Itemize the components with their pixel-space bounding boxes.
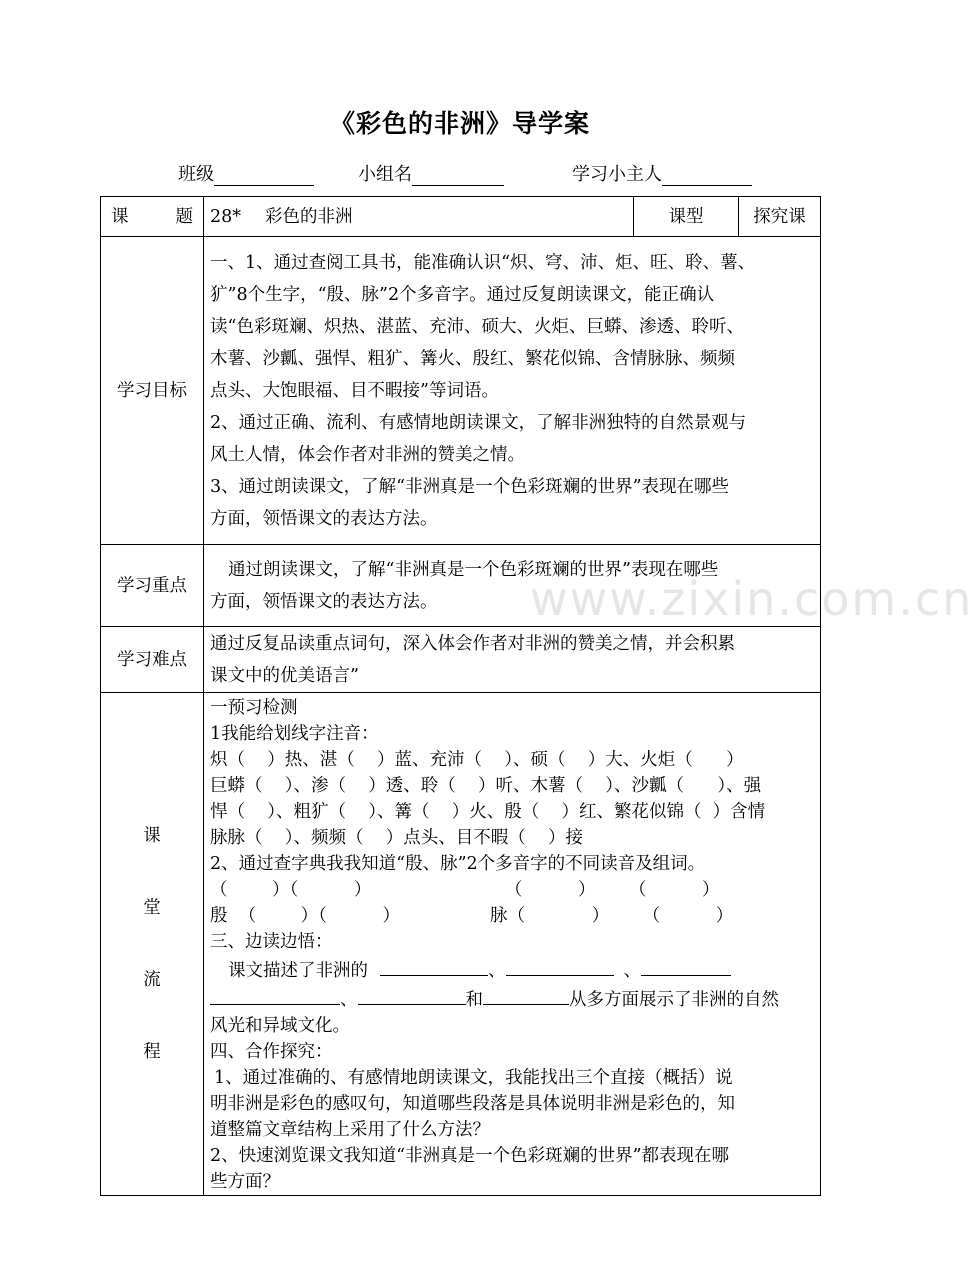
- class-blank[interactable]: [214, 167, 314, 186]
- section3-heading: 三、边读边悟：: [210, 932, 333, 952]
- section3-end: 风光和异域文化。: [210, 1016, 350, 1036]
- lesson-label-1: 课: [111, 206, 129, 227]
- fill-blank[interactable]: [641, 955, 731, 976]
- section4-heading: 四、合作探究：: [210, 1042, 333, 1062]
- lesson-row: [101, 197, 821, 237]
- objective-line: 犷”8个生字，“殷、脉”2个多音字。通过反复朗读课文，能正确认: [210, 284, 715, 305]
- difficulty-content: [204, 627, 821, 693]
- section3-line1: [210, 955, 814, 984]
- objective-line: 读“色彩斑斓、炽热、湛蓝、充沛、硕大、火炬、巨蟒、渗透、聆听、: [210, 316, 744, 337]
- polyphone-mai[interactable]: 脉（ ） （ ）: [490, 906, 734, 926]
- watermark: www.zixin.com.cn: [530, 572, 973, 626]
- focus-line: 方面，领悟课文的表达方法。: [210, 591, 438, 612]
- fill-blank[interactable]: [506, 955, 614, 976]
- polyphone-line[interactable]: （ ）（ ） （ ） （ ）: [210, 880, 720, 900]
- objectives-row: [101, 237, 821, 545]
- objective-line: 木薯、沙瓤、强悍、粗犷、篝火、殷红、繁花似锦、含情脉脉、频频: [210, 348, 735, 369]
- separator: 、: [488, 961, 506, 981]
- flow-row: [101, 693, 821, 1196]
- fill-blank[interactable]: [210, 984, 340, 1005]
- class-field: [178, 160, 314, 186]
- pinyin-line[interactable]: 脉脉（ ）、频频（ ）点头、目不暇（ ）接: [210, 828, 584, 848]
- section4-line: 些方面？: [210, 1172, 280, 1192]
- objective-line: 2、通过正确、流利、有感情地朗读课文，了解非洲独特的自然景观与: [210, 412, 747, 433]
- section4-line: 道整篇文章结构上采用了什么方法？: [210, 1120, 490, 1140]
- lesson-label-cell: [101, 197, 204, 237]
- polyphone-line-2[interactable]: [210, 903, 814, 929]
- pinyin-line[interactable]: 炽（ ）热、湛（ ）蓝、充沛（ ）、硕（ ）大、火炬（ ）: [210, 750, 744, 770]
- group-label: 小组名: [358, 164, 412, 185]
- lesson-name: 彩色的非洲: [265, 206, 353, 227]
- objective-line: 方面，领悟课文的表达方法。: [210, 508, 438, 529]
- fill-blank[interactable]: [380, 955, 488, 976]
- host-field: [572, 160, 752, 186]
- group-blank[interactable]: [412, 167, 504, 186]
- page-title: 《彩色的非洲》导学案: [329, 109, 590, 138]
- preview-heading: 一预习检测: [210, 698, 298, 718]
- lesson-number: 28*: [210, 206, 242, 227]
- and-text: 和: [465, 990, 483, 1010]
- pinyin-line[interactable]: 巨蟒（ ）、渗（ ）透、聆（ ）听、木薯（ ）、沙瓤（ ）、强: [210, 776, 762, 796]
- section4-line: 明非洲是彩色的感叹句，知道哪些段落是具体说明非洲是彩色的，知: [210, 1094, 735, 1114]
- flow-content: [204, 693, 821, 1196]
- objectives-label: 学习目标: [101, 237, 204, 545]
- difficulty-line: 通过反复品读重点词句，深入体会作者对非洲的赞美之情，并会积累: [210, 633, 735, 654]
- section3-tail: 从多方面展示了非洲的自然: [569, 990, 779, 1010]
- section4-line: 2、快速浏览课文我知道“非洲真是一个色彩斑斓的世界”都表现在哪: [210, 1146, 730, 1166]
- objective-line: 一、1、通过查阅工具书，能准确认识“炽、穹、沛、炬、旺、聆、薯、: [210, 252, 756, 273]
- objective-line: 风土人情，体会作者对非洲的赞美之情。: [210, 444, 525, 465]
- focus-content: [204, 545, 821, 627]
- host-blank[interactable]: [662, 167, 752, 186]
- separator: 、: [340, 990, 358, 1010]
- focus-label: 学习重点: [101, 545, 204, 627]
- class-label: 班级: [178, 164, 214, 185]
- study-plan-table: [100, 196, 821, 1196]
- fill-blank[interactable]: [483, 984, 569, 1005]
- polyphone-yin[interactable]: 殷 （ ）（ ）: [210, 906, 401, 926]
- lesson-label-2: 题: [175, 206, 193, 227]
- flow-label-char: 流: [143, 970, 161, 990]
- lesson-type-value: 探究课: [739, 197, 821, 237]
- objective-line: 3、通过朗读课文，了解“非洲真是一个色彩斑斓的世界”表现在哪些: [210, 476, 730, 497]
- objective-line: 点头、大饱眼福、目不暇接”等词语。: [210, 380, 499, 401]
- flow-label-char: 程: [143, 1042, 161, 1062]
- pinyin-line[interactable]: 悍（ ）、粗犷（ ）、篝（ ）火、殷（ ）红、繁花似锦（ ）含情: [210, 802, 766, 822]
- separator: 、: [623, 961, 641, 981]
- group-field: [358, 160, 504, 186]
- q1-heading: 1我能给划线字注音：: [210, 724, 379, 744]
- section3-text: 课文描述了非洲的: [228, 961, 368, 981]
- section3-line2: [210, 984, 814, 1013]
- flow-label-cell: [101, 693, 204, 1196]
- q2-heading: 2、通过查字典我我知道“殷、脉”2个多音字的不同读音及组词。: [210, 854, 706, 874]
- lesson-name-cell: [204, 197, 634, 237]
- fill-blank[interactable]: [358, 984, 466, 1005]
- section4-line: 1、通过准确的、有感情地朗读课文，我能找出三个直接（概括）说: [214, 1068, 733, 1088]
- lesson-type-label: 课型: [634, 197, 739, 237]
- focus-row: [101, 545, 821, 627]
- difficulty-row: [101, 627, 821, 693]
- host-label: 学习小主人: [572, 164, 662, 185]
- difficulty-line: 课文中的优美语言”: [210, 665, 359, 686]
- flow-label-char: 课: [143, 826, 161, 846]
- objectives-content: [204, 237, 821, 545]
- flow-label-char: 堂: [143, 898, 161, 918]
- difficulty-label: 学习难点: [101, 627, 204, 693]
- focus-line: 通过朗读课文，了解“非洲真是一个色彩斑斓的世界”表现在哪些: [228, 559, 719, 580]
